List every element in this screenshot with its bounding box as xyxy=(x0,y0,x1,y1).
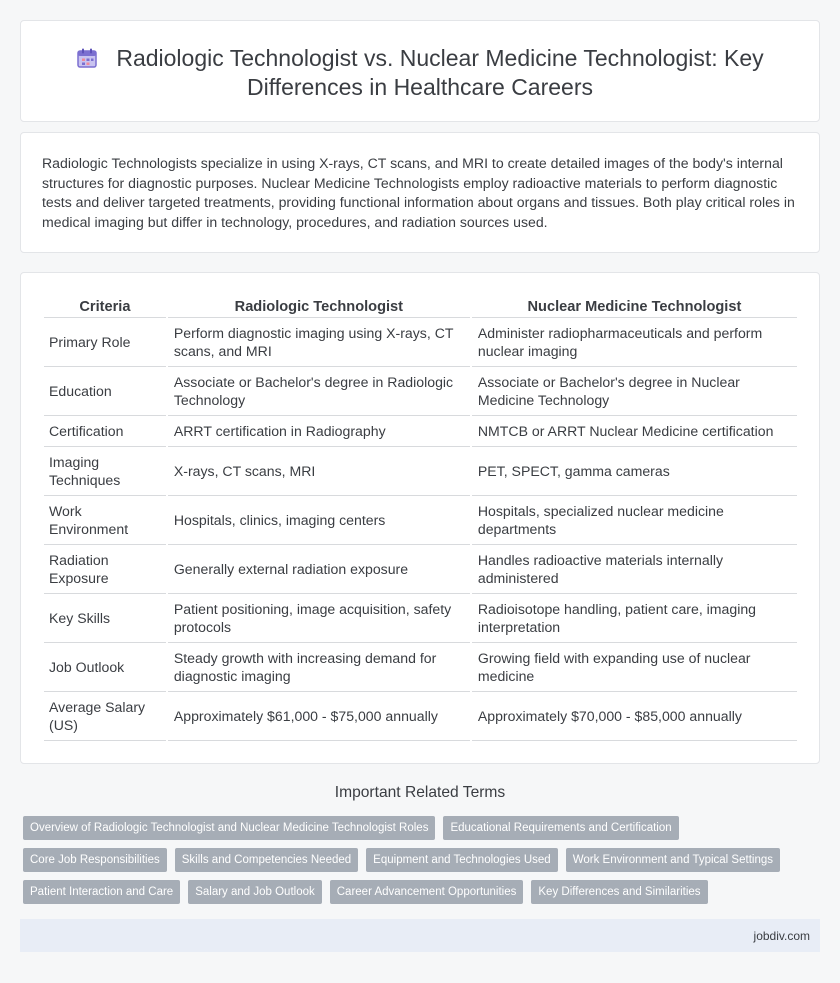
related-terms-list xyxy=(23,816,823,912)
footer-bar xyxy=(20,919,820,952)
related-term-tag[interactable]: Key Differences and Similarities xyxy=(531,880,707,904)
criteria-cell: Job Outlook xyxy=(44,643,166,692)
related-term-tag[interactable]: Patient Interaction and Care xyxy=(23,880,180,904)
nuclear-cell: Administer radiopharmaceuticals and perform nuclear imaging xyxy=(472,318,797,367)
nuclear-cell: Approximately $70,000 - $85,000 annually xyxy=(472,692,797,741)
intro-card xyxy=(20,132,820,253)
table-row xyxy=(44,367,797,416)
related-term-tag[interactable]: Skills and Competencies Needed xyxy=(175,848,358,872)
column-header-radiologic: Radiologic Technologist xyxy=(168,295,470,318)
table-row xyxy=(44,545,797,594)
criteria-cell: Work Environment xyxy=(44,496,166,545)
table-header-row xyxy=(44,295,797,318)
criteria-cell: Certification xyxy=(44,416,166,447)
table-row xyxy=(44,318,797,367)
related-term-tag[interactable]: Career Advancement Opportunities xyxy=(330,880,524,904)
criteria-cell: Education xyxy=(44,367,166,416)
comparison-table-card xyxy=(20,272,820,764)
column-header-nuclear: Nuclear Medicine Technologist xyxy=(472,295,797,318)
table-row xyxy=(44,692,797,741)
related-term-tag[interactable]: Core Job Responsibilities xyxy=(23,848,167,872)
radiologic-cell: Patient positioning, image acquisition, safety protocols xyxy=(168,594,470,643)
radiologic-cell: Hospitals, clinics, imaging centers xyxy=(168,496,470,545)
nuclear-cell: NMTCB or ARRT Nuclear Medicine certification xyxy=(472,416,797,447)
page-title-block xyxy=(61,44,779,102)
radiologic-cell: ARRT certification in Radiography xyxy=(168,416,470,447)
related-term-tag[interactable]: Salary and Job Outlook xyxy=(188,880,322,904)
criteria-cell: Radiation Exposure xyxy=(44,545,166,594)
column-header-criteria: Criteria xyxy=(44,295,166,318)
related-term-tag[interactable]: Work Environment and Typical Settings xyxy=(566,848,780,872)
calendar-icon xyxy=(76,47,98,69)
table-row xyxy=(44,496,797,545)
table-row xyxy=(44,447,797,496)
table-row xyxy=(44,416,797,447)
nuclear-cell: Handles radioactive materials internally administered xyxy=(472,545,797,594)
criteria-cell: Primary Role xyxy=(44,318,166,367)
radiologic-cell: Generally external radiation exposure xyxy=(168,545,470,594)
criteria-cell: Imaging Techniques xyxy=(44,447,166,496)
criteria-cell: Key Skills xyxy=(44,594,166,643)
criteria-cell: Average Salary (US) xyxy=(44,692,166,741)
radiologic-cell: Perform diagnostic imaging using X-rays, CT scans, and MRI xyxy=(168,318,470,367)
table-row xyxy=(44,594,797,643)
nuclear-cell: PET, SPECT, gamma cameras xyxy=(472,447,797,496)
radiologic-cell: Steady growth with increasing demand for diagnostic imaging xyxy=(168,643,470,692)
related-terms-heading: Important Related Terms xyxy=(334,784,506,801)
related-term-tag[interactable]: Overview of Radiologic Technologist and Nuclear Medicine Technologist Roles xyxy=(23,816,435,840)
nuclear-cell: Radioisotope handling, patient care, imaging interpretation xyxy=(472,594,797,643)
nuclear-cell: Hospitals, specialized nuclear medicine departments xyxy=(472,496,797,545)
footer-site-link[interactable]: jobdiv.com xyxy=(753,929,810,943)
nuclear-cell: Growing field with expanding use of nuclear medicine xyxy=(472,643,797,692)
related-term-tag[interactable]: Educational Requirements and Certification xyxy=(443,816,678,840)
table-row xyxy=(44,643,797,692)
intro-paragraph: Radiologic Technologists specialize in using X-rays, CT scans, and MRI to create detailed images of the body's internal structures for diagnostic purposes. Nuclear Medicine Technologists employ radioactive materials to perform diagnostic tests and deliver targeted treatments, providing functional information about organs and tissues. Both play critical roles in medical imaging but differ in technology, procedures, and radiation sources used. xyxy=(42,155,795,230)
radiologic-cell: X-rays, CT scans, MRI xyxy=(168,447,470,496)
header-card xyxy=(20,20,820,122)
comparison-table xyxy=(42,295,799,741)
page-title: Radiologic Technologist vs. Nuclear Medicine Technologist: Key Differences in Healthcare Careers xyxy=(116,45,764,100)
radiologic-cell: Associate or Bachelor's degree in Radiologic Technology xyxy=(168,367,470,416)
nuclear-cell: Associate or Bachelor's degree in Nuclear Medicine Technology xyxy=(472,367,797,416)
tag-row xyxy=(23,816,823,840)
radiologic-cell: Approximately $61,000 - $75,000 annually xyxy=(168,692,470,741)
related-term-tag[interactable]: Equipment and Technologies Used xyxy=(366,848,558,872)
tag-row xyxy=(23,848,823,872)
tag-row xyxy=(23,880,823,904)
